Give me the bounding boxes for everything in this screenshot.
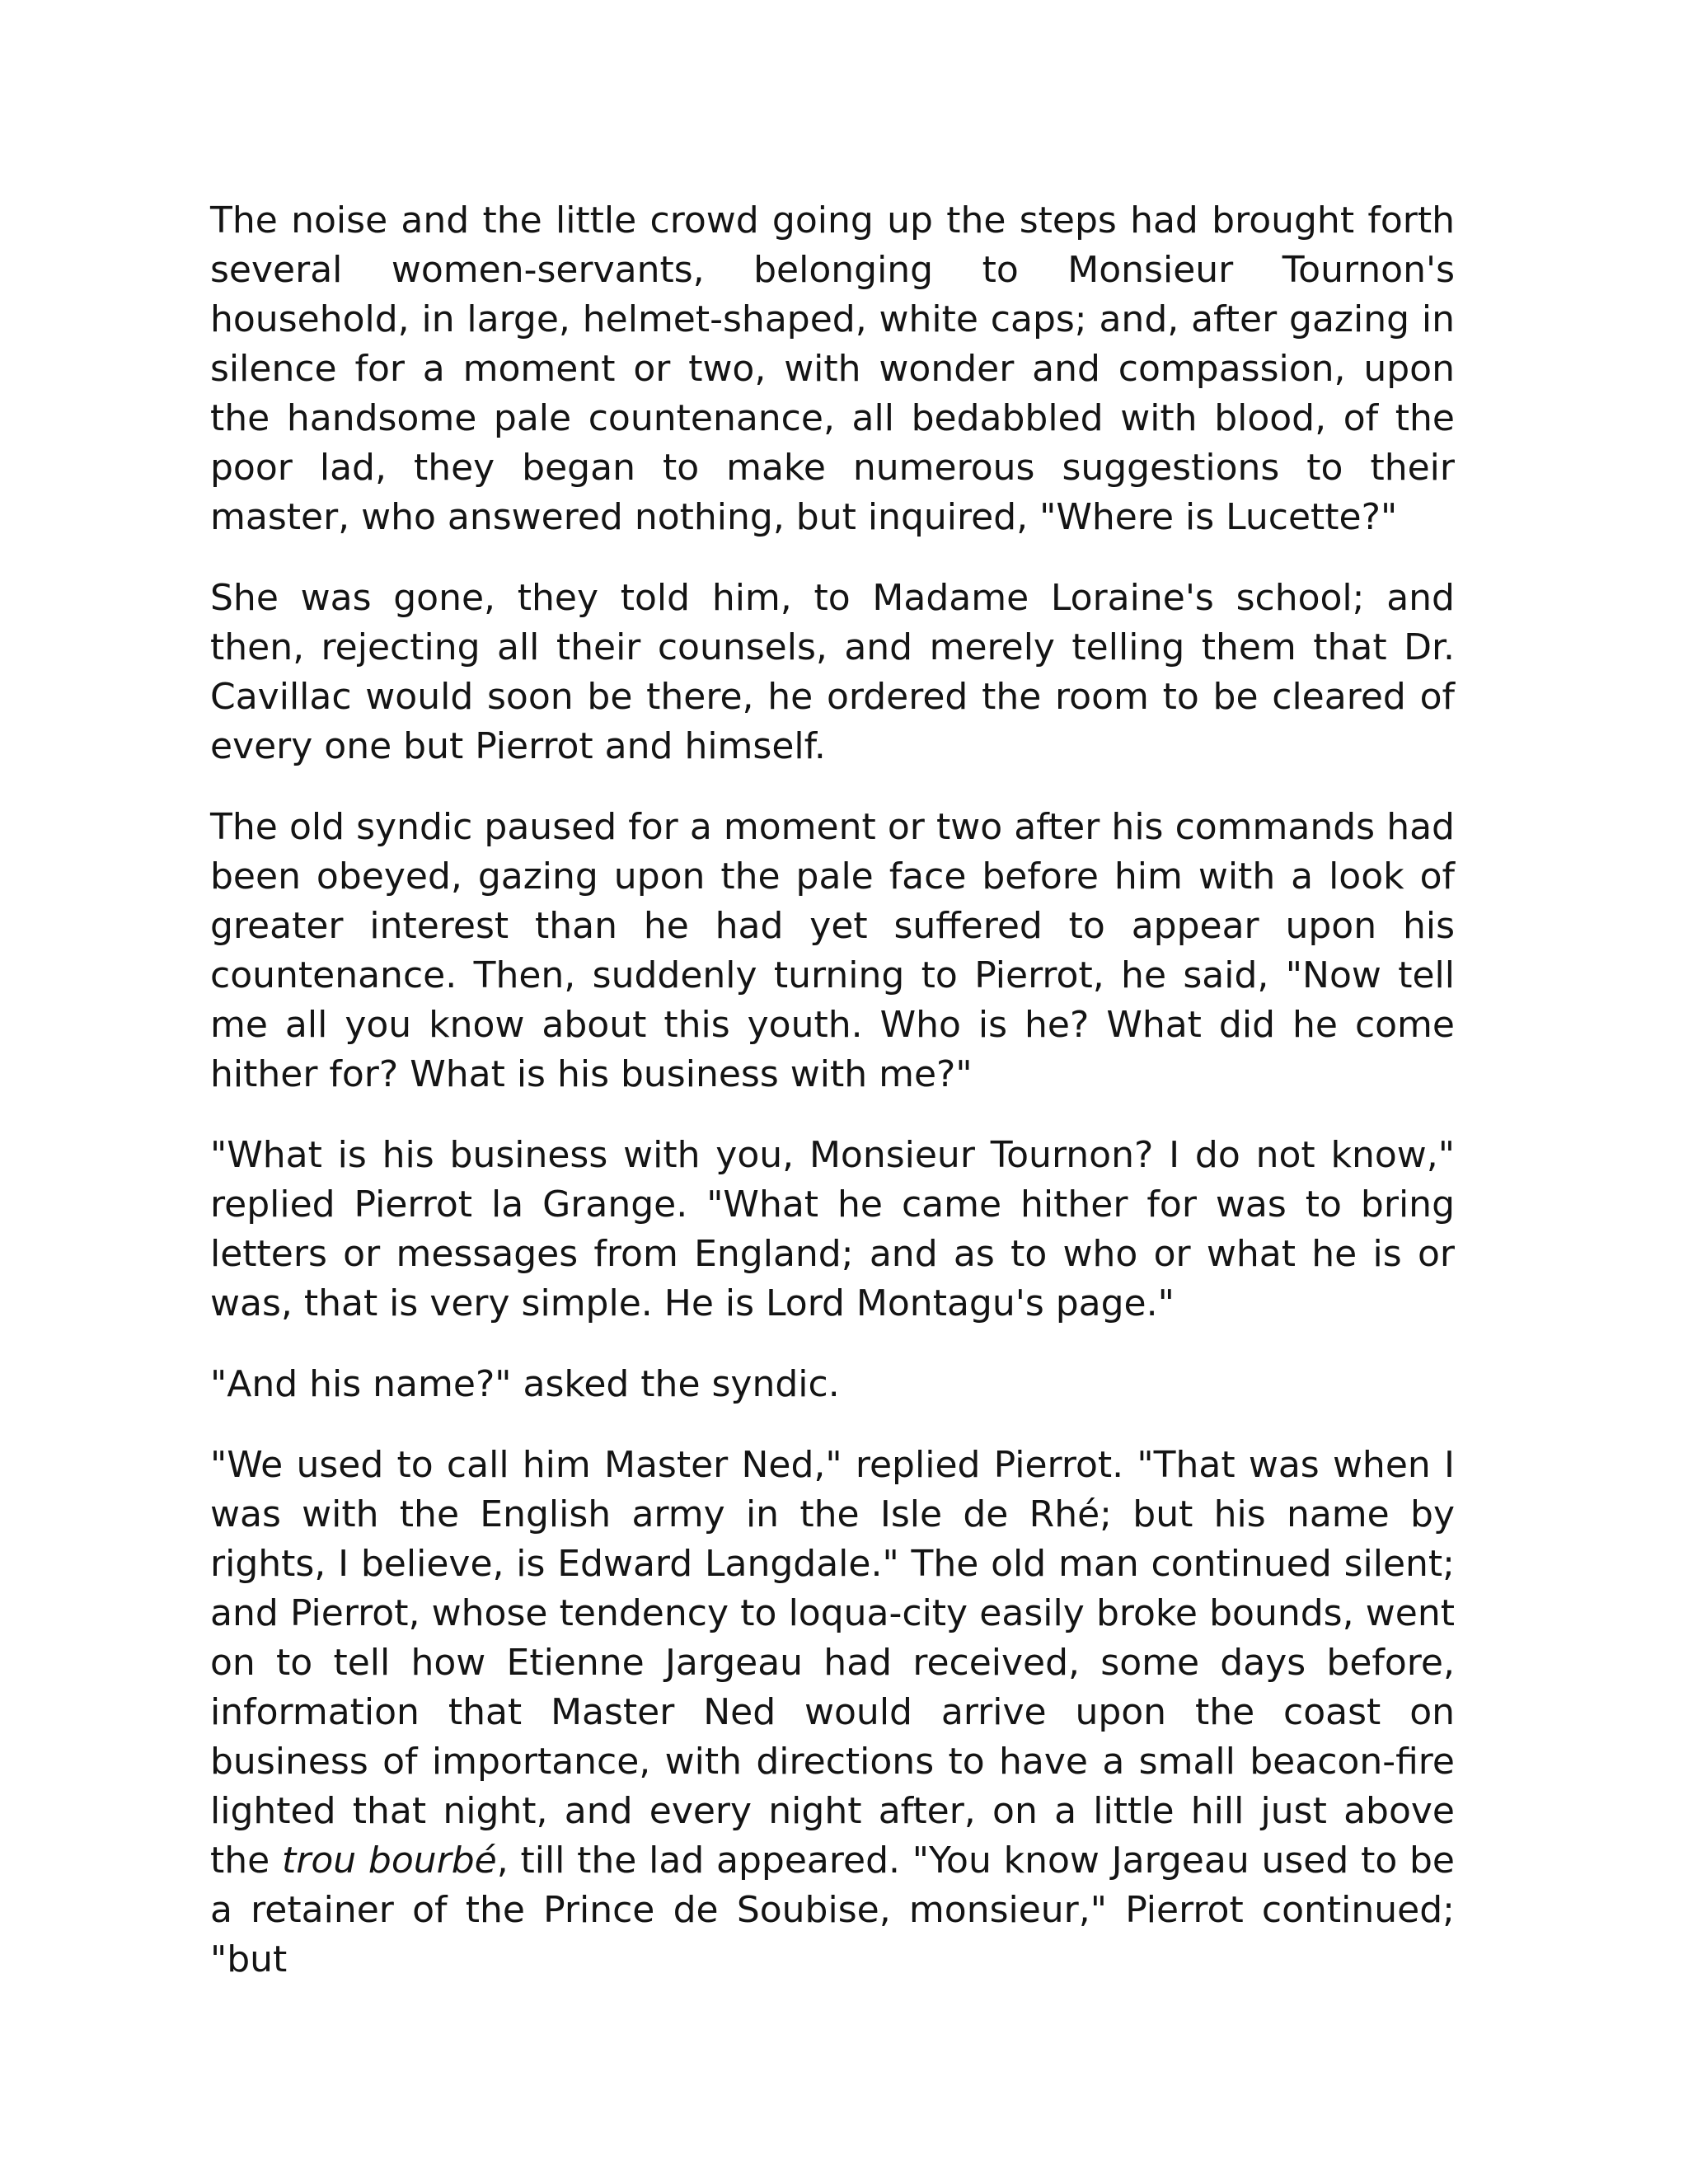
document-page [210,196,1455,1985]
paragraph-5: "And his name?" asked the syndic. [210,1363,840,1405]
paragraph-2: She was gone, they told him, to Madame Loraine's school; and then, rejecting all their counsels, and merely telling them that Dr. Cavillac would soon be there, he ordered the room to be cleared of every one but Pierrot and himself. [210,577,1455,767]
paragraph-6-text-start: "We used to call him Master Ned," replied Pierrot. "That was when I was with the English army in the Isle de Rhé; but his name by rights, I believe, is Edward Langdale." The old man continued silent; and Pierrot, whose tendency to loqua-city easily broke bounds, went on to tell how Etienne Jargeau had received, some days before, information that Master Ned would arrive upon the coast on business of importance, with directions to have a small beacon-fire lighted that night, and every night after, on a little hill just above the [210,1444,1455,1882]
paragraph-3: The old syndic paused for a moment or two after his commands had been obeyed, gazing upon the pale face before him with a look of greater interest than he had yet suffered to appear upon his countenance. Then, suddenly turning to Pierrot, he said, "Now tell me all you know about this youth. Who is he? What did he come hither for? What is his business with me?" [210,806,1455,1095]
paragraph-6-text-end: , till the lad appeared. "You know Jargeau used to be a retainer of the Prince de Soubise, monsieur," Pierrot continued; "but [210,1840,1456,1980]
italic-phrase: trou bourbé [281,1840,497,1882]
paragraph-1: The noise and the little crowd going up the steps had brought forth several women-servants, belonging to Monsieur Tournon's household, in large, helmet-shaped, white caps; and, after gazing in silence for a moment or two, with wonder and compassion, upon the handsome pale countenance, all bedabbled with blood, of the poor lad, they began to make numerous suggestions to their master, who answered nothing, but inquired, "Where is Lucette?" [210,199,1455,538]
paragraph-4: "What is his business with you, Monsieur Tournon? I do not know," replied Pierrot la Grange. "What he came hither for was to bring letters or messages from England; and as to who or what he is or was, that is very simple. He is Lord Montagu's page." [210,1134,1455,1324]
paragraph-6 [210,1441,1455,1985]
